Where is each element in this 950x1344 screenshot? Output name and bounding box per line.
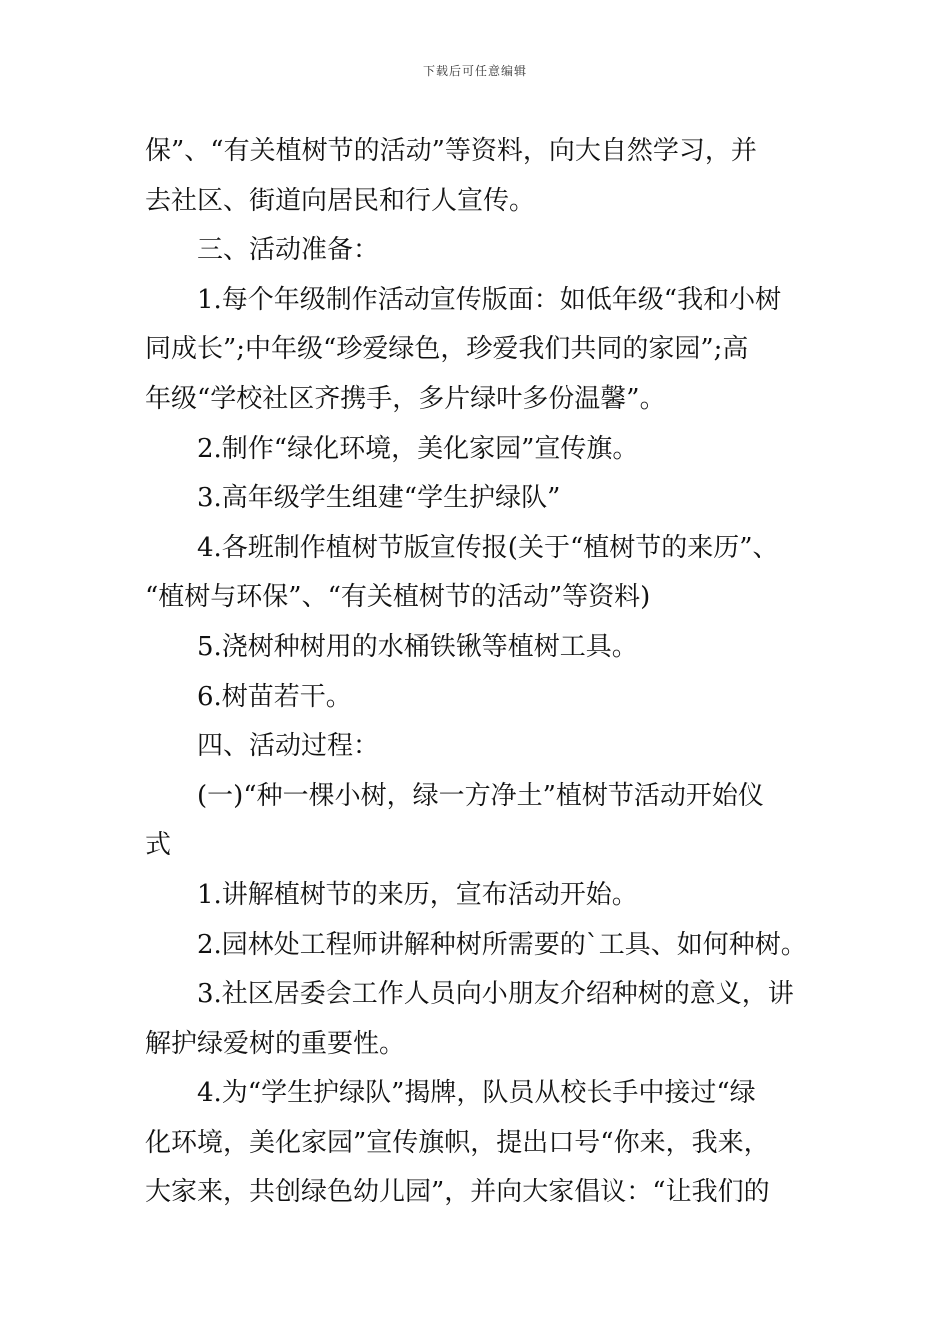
paragraph-line: 3.社区居委会工作人员向小朋友介绍种树的意义，讲: [197, 979, 794, 1010]
paragraph-line: 保”、“有关植树节的活动”等资料，向大自然学习，并: [145, 136, 757, 166]
paragraph-line: 去社区、街道向居民和行人宣传。: [145, 185, 536, 216]
paragraph-line: 化环境，美化家园”宣传旗帜，提出口号“你来，我来，: [145, 1127, 770, 1158]
paragraph-line: 年级“学校社区齐携手，多片绿叶多份温馨”。: [145, 383, 666, 414]
paragraph-line: 5.浇树种树用的水桶铁锹等植树工具。: [197, 631, 638, 662]
paragraph-line: (一)“种一棵小树，绿一方净土”植树节活动开始仪: [197, 780, 764, 811]
paragraph-line: 2.制作“绿化环境，美化家园”宣传旗。: [197, 433, 639, 464]
paragraph-line: 四、活动过程：: [197, 731, 380, 762]
paragraph-line: 1.讲解植树节的来历，宣布活动开始。: [197, 879, 638, 910]
paragraph-line: “植树与环保”、“有关植树节的活动”等资料): [145, 582, 651, 613]
document-body: [145, 127, 810, 1218]
paragraph-line: 大家来，共创绿色幼儿园”，并向大家倡议：“让我们的: [145, 1177, 770, 1208]
paragraph-line: 4.为“学生护绿队”揭牌，队员从校长手中接过“绿: [197, 1078, 756, 1109]
paragraph-line: 解护绿爱树的重要性。: [145, 1028, 406, 1059]
paragraph-line: 式: [145, 830, 172, 861]
paragraph-line: 6.树苗若干。: [197, 681, 352, 712]
paragraph-line: 1.每个年级制作活动宣传版面：如低年级“我和小树: [197, 284, 782, 315]
paragraph-line: 三、活动准备：: [197, 235, 380, 266]
page-header: 下载后可任意编辑: [422, 64, 527, 78]
paragraph-line: 2.园林处工程师讲解种树所需要的`工具、如何种树。: [197, 929, 807, 960]
paragraph-line: 3.高年级学生组建“学生护绿队”: [197, 483, 561, 514]
paragraph-line: 4.各班制作植树节版宣传报(关于“植树节的来历”、: [197, 532, 779, 563]
paragraph-line: 同成长”;中年级“珍爱绿色，珍爱我们共同的家园”;高: [145, 334, 749, 365]
